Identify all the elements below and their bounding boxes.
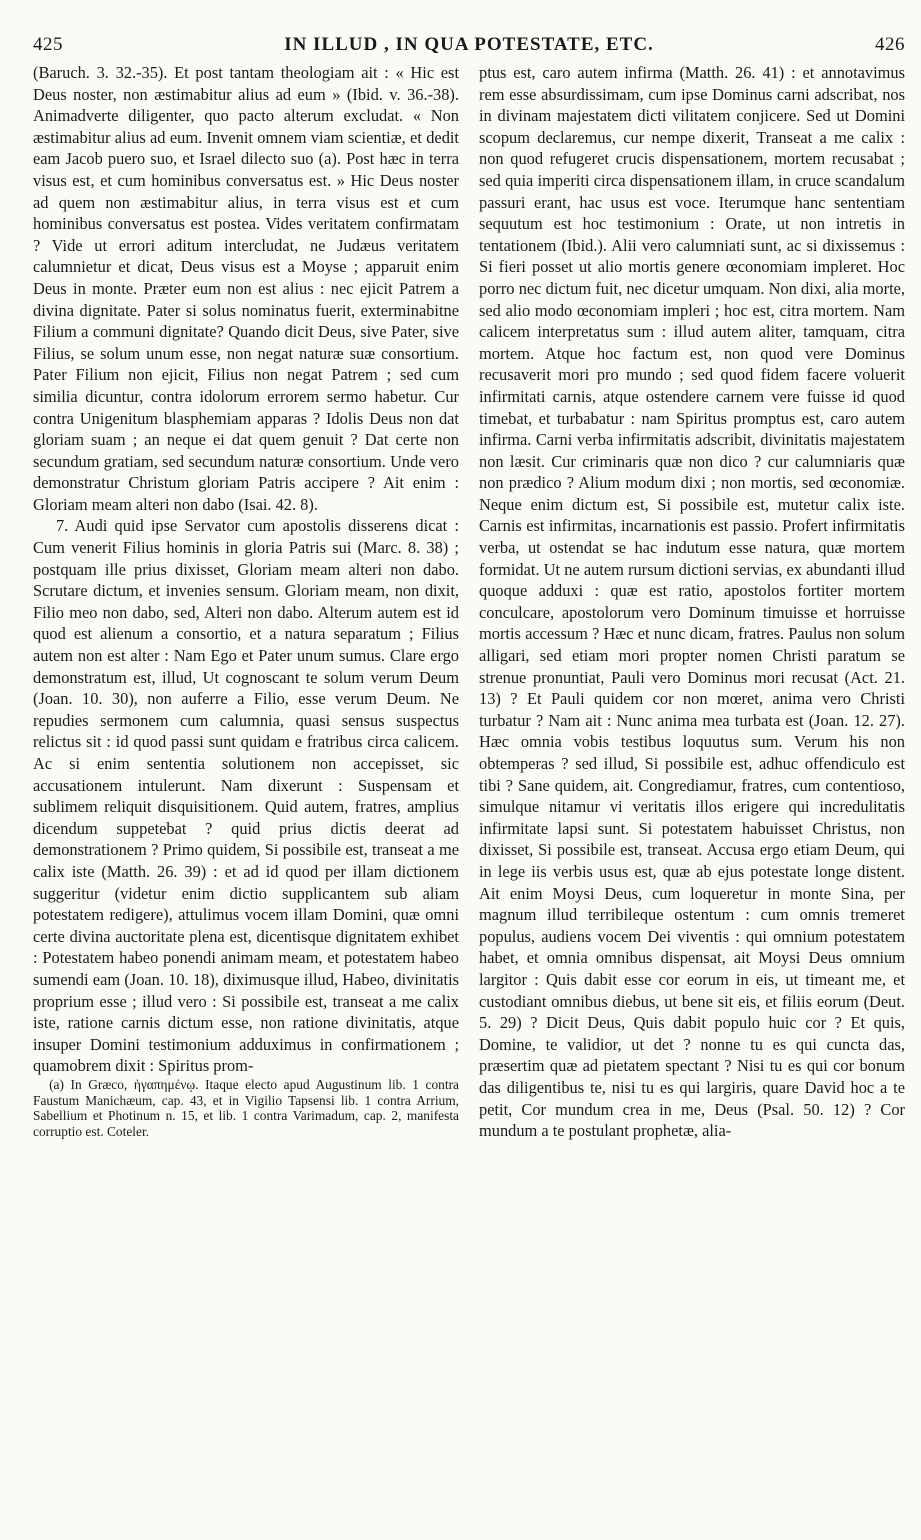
left-column — [33, 62, 459, 1142]
text-columns — [33, 62, 905, 1142]
running-title: IN ILLUD , IN QUA POTESTATE, ETC. — [284, 34, 654, 55]
paragraph-continuation: ptus est, caro autem infirma (Matth. 26. 41) : et annotavimus rem esse absurdissimam, cum ipse Dominus carni adscribat, nos in divinam majestatem dicti vilitatem conjicere. Sed ut Domini scopum declaremus, cur nempe dixerit, Transeat a me calix : non quod refugeret crucis dispensationem, mortem recusabat ; sed quia imperiti circa dispensationem illam, in cruce scandalum passuri erant, hac usus est voce. Iterumque hanc sententiam sequutum est hoc testimonium : Orate, ut non intretis in tentationem (Ibid.). Alii vero calumniati sunt, ac si dixissemus : Si fieri posset ut alio mortis genere œconomiam impleret. Hoc porro nec dictum fuit, nec dicetur umquam. Non dixi, alia morte, sed alio modo œconomiam impleri ; hoc est, citra mortem. Nam calicem interpretatus sum : illud autem aliter, tamquam, citra mortem. Atque hoc factum est, non quod vere Dominus recusaverit mori pro mundo ; sed quod fidem facere voluerit infirmitati carnis, atque ostendere carnem vere fuisse id quod timebat, et turbabatur : nam Spiritus promptus est, caro autem infirma. Carni verba infirmitatis adscribit, divinitatis majestatem non læsit. Cur criminaris quæ non dico ? cur calumniaris quæ non prædico ? Alium modum dixi ; non mortis, sed œconomiæ. Neque enim dictum est, Si possibile est, mutetur calix iste. Carnis est infirmitas, incarnationis est passio. Profert infirmitatis verba, ut ostendat se hac indutum esse natura, quæ mortem formidat. Ut ne autem rursum dictioni servias, ex abundanti illud quoque adduxi : quæ est ratio, apostolos fortiter mortem conculcare, apostolorum vero Dominum timuisse et horruisse mortis accessum ? Hæc et nunc dicam, fratres. Paulus non solum alligari, sed etiam mori propter nomen Christi paratum se strenue pronuntiat, Pauli vero Dominus mori recusat (Act. 21. 13) ? Et Pauli quidem cor non mœret, anima vero Christi turbatur ? Nam ait : Nunc anima mea turbata est (Joan. 12. 27). Hæc omnia vobis testibus loquutus sum. Verum his non obtemperas ? sed illud, Si possibile est, adhuc offendiculo est tibi ? Sane quidem, ait. Congrediamur, fratres, cum contentioso, simulque nitamur vi veritatis illos erigere qui incredulitatis infirmitate lapsi sunt. Si potestatem habuisset Christus, non dixisset, Si possibile est, transeat. Accusa ergo etiam Deum, qui in lege iis verbis usus est, quæ ab ejus potestate longe distent. Ait enim Moysi Deus, cum loqueretur in monte Sina, per magnum illud terribileque ostentum : cum omnis tremeret populus, audiens vocem Dei viventis : qui omnium potestatem habet, et omnia omnibus dispensat, ait Moysi Deus omnium largitor : Quis dabit esse cor eorum in eis, ut timeant me, et custodiant omnibus diebus, ut bene sit eis, et filiis eorum (Deut. 5. 29) ? Dicit Deus, Quis dabit populo huic cor ? Et quis, Domine, te validior, ut det ? nonne tu es qui cuncta das, præsertim quæ ad pietatem spectant ? Nisi tu es qui cor bonum das diligentibus te, nisi tu es qui largiris, quare David hoc a te petit, Cor mundum crea in me, Deus (Psal. 50. 12) ? Cor mundum a te postulant prophetæ, alia- — [479, 63, 905, 1141]
footnote-a: (a) In Græco, ἠγαπημένῳ. Itaque electo apud Augustinum lib. 1 contra Faustum Manichæum, cap. 43, et in Vigilio Tapsensi lib. 1 contra Arrium, Sabellium et Photinum n. 15, et lib. 1 contra Varimadum, cap. 2, manifesta corruptio est. Coteler. — [33, 1076, 459, 1139]
page-number-left: 425 — [33, 34, 63, 55]
page-number-right: 426 — [875, 34, 905, 55]
paragraph-baruch: (Baruch. 3. 32.-35). Et post tantam theologiam ait : « Hic est Deus noster, non æstimabitur alius ad eum » (Ibid. v. 36.-38). Animadverte diligenter, quo pacto alterum excludat. « Non æstimabitur alius ad eum. Invenit omnem viam scientiæ, et dedit eam Jacob puero suo, et Israel dilecto suo (a). Post hæc in terra visus est, et cum hominibus conversatus est. » Hic Deus noster ad quem non æstimabitur alius, in terra visus est et cum hominibus conversatus est postea. Vides veritatem confirmatam ? Vide ut errori aditum intercludat, ne Judæus veritatem calumnietur et dicat, Deus visus est a Moyse ; apparuit enim Deus in monte. Præter eum non est alius : nec ejicit Patrem a divina dignitate. Pater si solus nominatus fuerit, exterminabitne Filium a communi dignitate? Quando dicit Deus, sive Pater, sive Filius, se solum unum esse, non negat naturæ suæ consortium. Pater Filium non ejicit, Filius non negat Patrem ; sed cum similia dicuntur, contra idolorum errorem sermo habetur. Cur contra Unigenitum blasphemiam apparas ? Idolis Deus non dat gloriam suam ; an neque ei dat quem genuit ? Dat certe non secundum gratiam, sed secundum naturæ consortium. Unde vero demonstratur Christum gloriam Patris accipere ? Ait enim : Gloriam meam alteri non dabo (Isai. 42. 8). — [33, 63, 459, 514]
right-column — [479, 62, 905, 1142]
paragraph-7: 7. Audi quid ipse Servator cum apostolis disserens dicat : Cum venerit Filius hominis in gloria Patris sui (Marc. 8. 38) ; postquam ille prius dixisset, Gloriam meam alteri non dabo. Scrutare dictum, et invenies sensum. Gloriam meam, non dixit, Filio meo non dabo, sed, Alteri non dabo. Alterum autem est id quod est alienum a consortio, et a natura separatum ; Filius autem non est alter : Nam Ego et Pater unum sumus. Clare ergo demonstratum est, illud, Ut cognoscant te solum verum Deum (Joan. 10. 30), non auferre a Filio, esse verum Deum. Ne repudies sermonem cum calumnia, quasi sensus suspectus relictus sit : id quod passi sunt quidam e fratribus circa calicem. Ac si enim sententia solutionem non accepisset, sic accusationem intulerunt. Nam dixerunt : Suspensam et sublimem reliquit disquisitionem. Quid autem, fratres, amplius dicendum suppetebat ? quid prius dictis deerat ad demonstrationem ? Primo quidem, Si possibile est, transeat a me calix iste (Matth. 26. 39) : et ad id quod per illam dictionem suggeritur (videtur enim dictio supplicantem sub aliam potestatem redigere), attulimus vocem illam Domini, quæ omni certe divina auctoritate plena est, dicentisque dignitatem exhibet : Potestatem habeo ponendi animam meam, et potestatem habeo sumendi eam (Joan. 10. 18), diximusque illud, Habeo, divinitatis proprium esse ; illud vero : Si possibile est, transeat a me calix iste, ratione carnis dictum esse, non ratione divinitatis, atque insuper Domini testimonium adduximus in confirmationem ; quamobrem dixit : Spiritus prom- — [33, 516, 459, 1076]
running-header — [33, 34, 905, 56]
